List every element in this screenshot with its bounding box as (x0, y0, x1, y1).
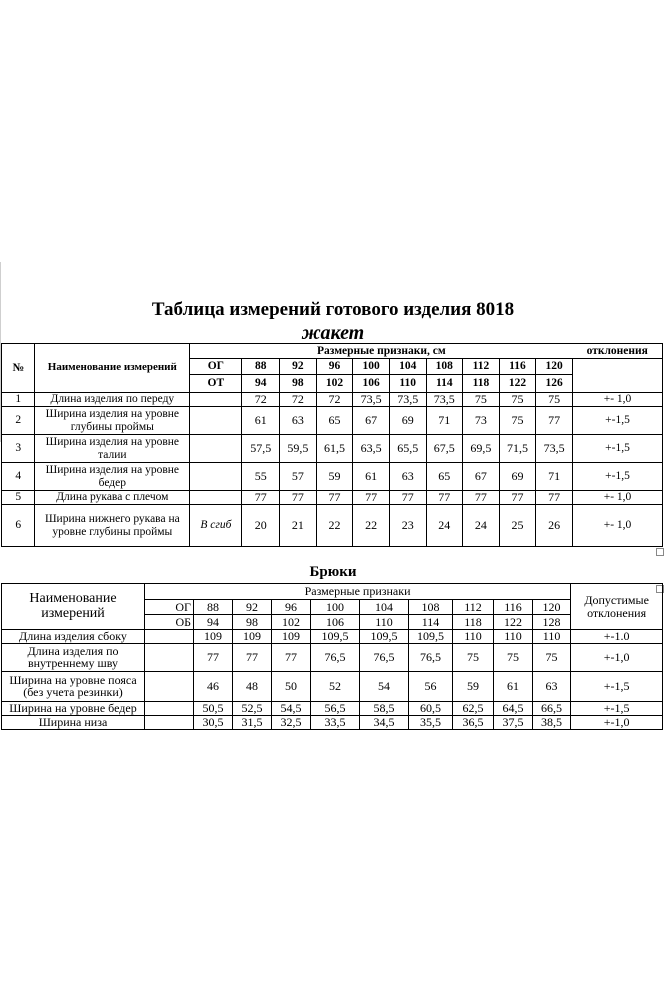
row-number: 4 (2, 463, 35, 491)
ob-size-cell: 114 (409, 615, 453, 630)
row-name: Ширина на уровне пояса (без учета резинки) (2, 671, 145, 701)
ot-size-cell: 106 (353, 375, 390, 393)
value-cell: 63 (533, 671, 571, 701)
og-size-cell: 96 (316, 359, 353, 375)
ot-size-cell: 94 (242, 375, 280, 393)
sizes-header: Размерные признаки, см (190, 344, 573, 359)
value-cell: 109 (233, 630, 272, 644)
table-row (2, 701, 663, 715)
row-number: 3 (2, 435, 35, 463)
value-cell: 20 (242, 505, 280, 547)
value-cell: 57,5 (242, 435, 280, 463)
ot-size-cell: 114 (426, 375, 463, 393)
value-cell: 59,5 (280, 435, 317, 463)
value-cell: 73,5 (536, 435, 573, 463)
value-cell: 76,5 (311, 643, 360, 671)
value-cell: 72 (242, 393, 280, 407)
og-size-cell: 100 (311, 600, 360, 615)
value-cell: 38,5 (533, 715, 571, 729)
value-cell: 109,5 (360, 630, 409, 644)
og-size-cell: 112 (463, 359, 500, 375)
value-cell: 77 (194, 643, 233, 671)
row-name: Ширина на уровне бедер (2, 701, 145, 715)
value-cell: 61 (494, 671, 533, 701)
value-cell: 77 (280, 491, 317, 505)
value-cell: 36,5 (453, 715, 494, 729)
value-cell: 73,5 (426, 393, 463, 407)
value-cell: 30,5 (194, 715, 233, 729)
value-cell: 109,5 (409, 630, 453, 644)
row-note (190, 491, 242, 505)
ob-size-cell: 128 (533, 615, 571, 630)
document-subtitle: жакет (301, 322, 365, 344)
og-size-cell: 92 (280, 359, 317, 375)
deviation-cell: +-1,5 (573, 435, 663, 463)
value-cell: 77 (463, 491, 500, 505)
ob-size-cell: 122 (494, 615, 533, 630)
og-size-cell: 88 (242, 359, 280, 375)
value-cell: 66,5 (533, 701, 571, 715)
deviation-cell: +- 1,0 (573, 393, 663, 407)
row-number: 2 (2, 407, 35, 435)
ot-size-cell: 102 (316, 375, 353, 393)
ot-size-cell: 118 (463, 375, 500, 393)
value-cell: 61 (242, 407, 280, 435)
value-cell: 77 (242, 491, 280, 505)
value-cell: 54 (360, 671, 409, 701)
value-cell: 73 (463, 407, 500, 435)
value-cell: 77 (353, 491, 390, 505)
table-row (2, 671, 663, 701)
value-cell: 21 (280, 505, 317, 547)
value-cell: 109 (272, 630, 311, 644)
row-spacer (145, 701, 194, 715)
value-cell: 64,5 (494, 701, 533, 715)
value-cell: 75 (536, 393, 573, 407)
og-size-cell: 108 (426, 359, 463, 375)
value-cell: 50,5 (194, 701, 233, 715)
value-cell: 109 (194, 630, 233, 644)
value-cell: 67 (353, 407, 390, 435)
value-cell: 75 (499, 393, 536, 407)
table-row (2, 505, 663, 547)
value-cell: 75 (494, 643, 533, 671)
value-cell: 26 (536, 505, 573, 547)
value-cell: 67 (463, 463, 500, 491)
deviation-empty (573, 359, 663, 393)
trousers-og-label: ОГ (145, 600, 194, 615)
value-cell: 77 (536, 491, 573, 505)
og-size-cell: 112 (453, 600, 494, 615)
ob-size-cell: 118 (453, 615, 494, 630)
row-number: 1 (2, 393, 35, 407)
value-cell: 77 (316, 491, 353, 505)
og-size-cell: 116 (499, 359, 536, 375)
ot-label: ОТ (190, 375, 242, 393)
value-cell: 57 (280, 463, 317, 491)
value-cell: 73,5 (389, 393, 426, 407)
value-cell: 63 (280, 407, 317, 435)
row-name: Ширина нижнего рукава на уровне глубины проймы (35, 505, 190, 547)
value-cell: 63 (389, 463, 426, 491)
ob-size-cell: 106 (311, 615, 360, 630)
og-size-cell: 108 (409, 600, 453, 615)
value-cell: 65,5 (389, 435, 426, 463)
deviation-cell: +-1,0 (571, 715, 663, 729)
trousers-ob-label: ОБ (145, 615, 194, 630)
value-cell: 22 (316, 505, 353, 547)
og-size-cell: 100 (353, 359, 390, 375)
ob-size-cell: 102 (272, 615, 311, 630)
value-cell: 77 (536, 407, 573, 435)
value-cell: 32,5 (272, 715, 311, 729)
value-cell: 58,5 (360, 701, 409, 715)
value-cell: 25 (499, 505, 536, 547)
value-cell: 22 (353, 505, 390, 547)
value-cell: 71 (426, 407, 463, 435)
trousers-title: Брюки (309, 564, 357, 580)
value-cell: 35,5 (409, 715, 453, 729)
value-cell: 48 (233, 671, 272, 701)
value-cell: 71 (536, 463, 573, 491)
value-cell: 34,5 (360, 715, 409, 729)
deviation-cell: +-1,5 (573, 407, 663, 435)
table-row (2, 643, 663, 671)
value-cell: 24 (426, 505, 463, 547)
name-header: Наименование измерений (35, 344, 190, 393)
jacket-measurement-table (1, 343, 663, 547)
value-cell: 110 (533, 630, 571, 644)
value-cell: 71,5 (499, 435, 536, 463)
deviation-cell: +- 1,0 (573, 491, 663, 505)
deviation-cell: +-1,5 (571, 701, 663, 715)
row-note (190, 435, 242, 463)
value-cell: 69 (499, 463, 536, 491)
value-cell: 46 (194, 671, 233, 701)
ob-size-cell: 98 (233, 615, 272, 630)
ot-size-cell: 98 (280, 375, 317, 393)
page-marker-icon (656, 548, 664, 556)
value-cell: 62,5 (453, 701, 494, 715)
og-label: ОГ (190, 359, 242, 375)
table-row (2, 393, 663, 407)
value-cell: 61,5 (316, 435, 353, 463)
value-cell: 52,5 (233, 701, 272, 715)
value-cell: 77 (233, 643, 272, 671)
value-cell: 50 (272, 671, 311, 701)
value-cell: 23 (389, 505, 426, 547)
value-cell: 60,5 (409, 701, 453, 715)
row-spacer (145, 630, 194, 644)
value-cell: 31,5 (233, 715, 272, 729)
table-row (2, 715, 663, 729)
value-cell: 65 (426, 463, 463, 491)
value-cell: 110 (453, 630, 494, 644)
value-cell: 76,5 (409, 643, 453, 671)
table-row (2, 491, 663, 505)
trousers-name-header: Наименование измерений (2, 584, 145, 630)
value-cell: 77 (499, 491, 536, 505)
table-row (2, 630, 663, 644)
deviation-cell: +- 1,0 (573, 505, 663, 547)
row-name: Ширина изделия на уровне глубины проймы (35, 407, 190, 435)
value-cell: 59 (316, 463, 353, 491)
value-cell: 54,5 (272, 701, 311, 715)
trousers-measurement-table (1, 583, 663, 730)
row-note (190, 393, 242, 407)
value-cell: 73,5 (353, 393, 390, 407)
og-size-cell: 116 (494, 600, 533, 615)
row-spacer (145, 643, 194, 671)
deviation-cell: +-1,5 (571, 671, 663, 701)
table-row (2, 407, 663, 435)
row-name: Длина рукава с плечом (35, 491, 190, 505)
ob-size-cell: 110 (360, 615, 409, 630)
row-name: Ширина изделия на уровне бедер (35, 463, 190, 491)
value-cell: 24 (463, 505, 500, 547)
deviation-header: отклонения (573, 344, 663, 359)
row-name: Ширина низа (2, 715, 145, 729)
value-cell: 33,5 (311, 715, 360, 729)
row-note (190, 407, 242, 435)
deviation-cell: +-1,5 (573, 463, 663, 491)
value-cell: 109,5 (311, 630, 360, 644)
table-row (2, 463, 663, 491)
ob-size-cell: 94 (194, 615, 233, 630)
row-name: Ширина изделия на уровне талии (35, 435, 190, 463)
value-cell: 75 (533, 643, 571, 671)
trousers-sizes-header: Размерные признаки (145, 584, 571, 600)
value-cell: 77 (272, 643, 311, 671)
value-cell: 77 (389, 491, 426, 505)
value-cell: 69 (389, 407, 426, 435)
ot-size-cell: 126 (536, 375, 573, 393)
deviation-cell: +-1,0 (571, 643, 663, 671)
document-title: Таблица измерений готового изделия 8018 (151, 299, 515, 320)
value-cell: 75 (463, 393, 500, 407)
row-note (190, 463, 242, 491)
value-cell: 56,5 (311, 701, 360, 715)
value-cell: 65 (316, 407, 353, 435)
row-number: 5 (2, 491, 35, 505)
ot-size-cell: 110 (389, 375, 426, 393)
table-row (2, 435, 663, 463)
value-cell: 37,5 (494, 715, 533, 729)
og-size-cell: 120 (533, 600, 571, 615)
value-cell: 63,5 (353, 435, 390, 463)
value-cell: 52 (311, 671, 360, 701)
value-cell: 56 (409, 671, 453, 701)
value-cell: 75 (453, 643, 494, 671)
value-cell: 67,5 (426, 435, 463, 463)
og-size-cell: 120 (536, 359, 573, 375)
value-cell: 75 (499, 407, 536, 435)
og-size-cell: 88 (194, 600, 233, 615)
row-number: 6 (2, 505, 35, 547)
row-name: Длина изделия по переду (35, 393, 190, 407)
value-cell: 76,5 (360, 643, 409, 671)
value-cell: 72 (316, 393, 353, 407)
trousers-deviation-header: Допустимые отклонения (571, 584, 663, 630)
value-cell: 77 (426, 491, 463, 505)
deviation-cell: +-1.0 (571, 630, 663, 644)
row-note: В сгиб (190, 505, 242, 547)
row-spacer (145, 671, 194, 701)
row-name: Длина изделия по внутреннему шву (2, 643, 145, 671)
value-cell: 69,5 (463, 435, 500, 463)
value-cell: 59 (453, 671, 494, 701)
og-size-cell: 92 (233, 600, 272, 615)
value-cell: 55 (242, 463, 280, 491)
number-header: № (2, 344, 35, 393)
row-spacer (145, 715, 194, 729)
value-cell: 61 (353, 463, 390, 491)
value-cell: 72 (280, 393, 317, 407)
row-name: Длина изделия сбоку (2, 630, 145, 644)
og-size-cell: 104 (389, 359, 426, 375)
og-size-cell: 104 (360, 600, 409, 615)
value-cell: 110 (494, 630, 533, 644)
og-size-cell: 96 (272, 600, 311, 615)
ot-size-cell: 122 (499, 375, 536, 393)
